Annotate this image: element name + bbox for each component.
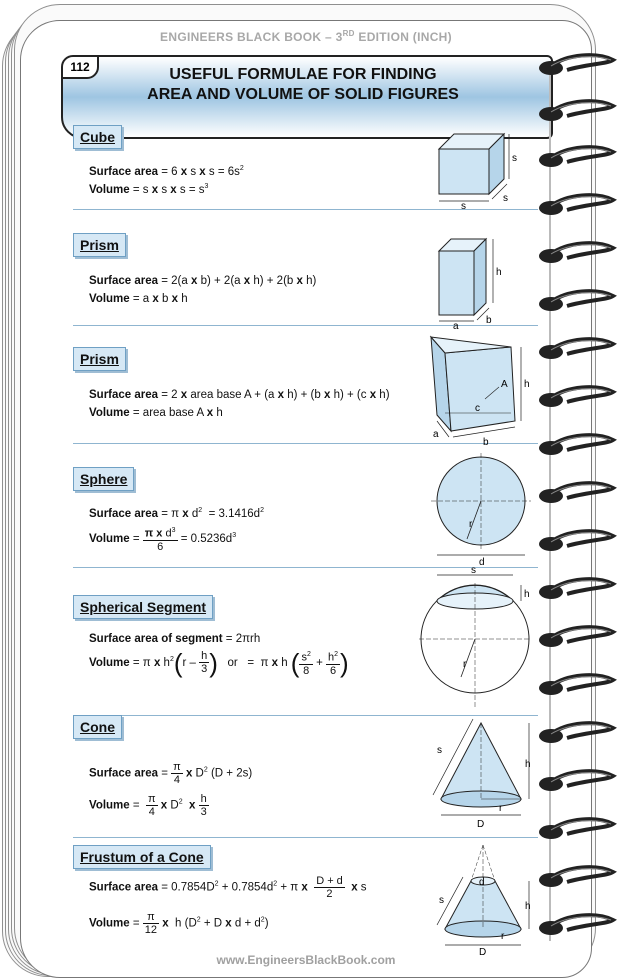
spiral-coil: [537, 526, 617, 556]
frustum-label-D: D: [479, 947, 487, 957]
formula-volume: Volume = area base A x h: [89, 407, 223, 419]
formula-surface-area: Surface area = $\frac{\pi}{4}$ x $D^2$ (D + 2s): [89, 761, 253, 786]
label-volume: Volume: [89, 183, 130, 196]
formula-surface-area: Surface area = 6 x s x $s = 6s^2$: [89, 165, 244, 178]
section-title: Cube: [73, 125, 122, 149]
cube-label-s-bottom: s: [461, 201, 466, 209]
cone-label-D: D: [477, 819, 485, 830]
spiral-coil: [537, 334, 617, 364]
spiral-coil: [537, 50, 617, 80]
label-surface-area: Surface area: [89, 507, 159, 520]
spiral-coil: [537, 766, 617, 796]
formula-surface-area: Surface area = $0.7854D^2 + 0.7854d^2 + \pi$ x $\frac{D + d}{2}$ x s: [89, 875, 367, 900]
spherical-segment-diagram: [419, 567, 539, 715]
running-head-sup: RD: [342, 29, 355, 38]
label-surface-area: Surface area: [89, 881, 159, 894]
cone-label-h: h: [525, 759, 531, 770]
cone-label-s: s: [437, 745, 442, 756]
section-prism-triangular: [73, 347, 538, 447]
formula-surface-area: Surface area of segment = 2πrh: [89, 633, 261, 645]
spiral-coil: [537, 862, 617, 892]
page-number: 112: [61, 55, 99, 79]
section-title: Sphere: [73, 467, 134, 491]
label-surface-area: Surface area: [89, 165, 159, 178]
label-volume: Volume: [89, 407, 130, 419]
prism2-label-b: b: [483, 437, 489, 447]
frustum-label-r: r: [501, 931, 505, 942]
spiral-coil: [537, 238, 617, 268]
segment-label-h: h: [524, 589, 530, 600]
formula-volume: Volume = $\frac{\pi}{4}$ x $D^2$ x $\frac{h}{3}$: [89, 793, 207, 818]
running-head-text: ENGINEERS BLACK BOOK – 3: [160, 30, 343, 44]
label-volume: Volume: [89, 293, 130, 305]
label-surface-area: Surface area: [89, 633, 159, 645]
cone-diagram: [425, 717, 535, 837]
footer-url: www.EngineersBlackBook.com: [216, 953, 396, 967]
spiral-coil: [537, 718, 617, 748]
sphere-label-d: d: [479, 557, 485, 568]
prism2-label-a: a: [433, 429, 439, 440]
formula-surface-area: Surface area = 2 x area base A + (a x h) + (b x h) + (c x h): [89, 389, 390, 401]
cube-diagram: [429, 129, 539, 209]
section-title: Cone: [73, 715, 122, 739]
cube-label-s-depth: s: [503, 193, 508, 204]
prism2-label-A: A: [501, 379, 508, 390]
label-surface-area: Surface area: [89, 389, 159, 401]
spiral-coil: [537, 622, 617, 652]
prism2-label-h: h: [524, 379, 530, 390]
formula-surface-area: Surface area = π x $d^2 = 3.1416d^2$: [89, 507, 264, 520]
spiral-coil: [537, 142, 617, 172]
cube-label-s: s: [512, 153, 517, 164]
section-cone: [73, 715, 538, 838]
section-title: Prism: [73, 347, 126, 371]
label-volume: Volume: [89, 917, 130, 930]
page-title: [73, 65, 533, 105]
sphere-label-r: r: [469, 519, 473, 530]
section-title: Prism: [73, 233, 126, 257]
spiral-coil: [537, 574, 617, 604]
spiral-coil: [537, 190, 617, 220]
section-cube: [73, 125, 538, 210]
label-surface-area: Surface area: [89, 767, 159, 780]
section-frustum: [73, 845, 538, 957]
section-sphere: [73, 467, 538, 568]
frustum-diagram: [425, 839, 535, 957]
spiral-coil: [537, 910, 617, 940]
section-spherical-segment: [73, 567, 538, 716]
running-head-tail: EDITION (INCH): [354, 30, 452, 44]
spiral-coil: [537, 478, 617, 508]
spiral-coil: [537, 430, 617, 460]
formula-volume: Volume = π x $h^2(r$ – $\frac{h}{3}$ ) or = π x h ( $\frac{s^2}{8}$ + $\frac{h^2}{6}$ ): [89, 647, 349, 678]
spiral-coil: [537, 286, 617, 316]
section-title: Spherical Segment: [73, 595, 213, 619]
spiral-coil: [537, 670, 617, 700]
label-volume: Volume: [89, 799, 130, 812]
title-line-2: AREA AND VOLUME OF SOLID FIGURES: [147, 86, 459, 103]
frustum-label-h: h: [525, 901, 531, 912]
spiral-coil: [537, 96, 617, 126]
section-prism-rect: [73, 233, 538, 329]
spiral-coil: [537, 382, 617, 412]
spiral-coil: [537, 814, 617, 844]
prism-label-b: b: [486, 315, 492, 326]
notebook-page: [20, 20, 592, 978]
formula-volume: Volume = $\frac{\pi}{12}$ x h ($D^2 + D$ x $d + d^2$): [89, 911, 269, 936]
or-text: or: [227, 656, 238, 669]
frustum-label-s: s: [439, 895, 444, 906]
prism-triangular-diagram: [425, 329, 535, 447]
running-head: [21, 29, 591, 44]
segment-label-s: s: [471, 567, 476, 576]
frustum-label-d: d: [479, 877, 485, 888]
formula-volume: Volume = $\frac{\pi x d^3}{6}$ = $0.5236d^3$: [89, 527, 237, 553]
sphere-diagram: [421, 451, 541, 569]
title-line-1: USEFUL FORMULAE FOR FINDING: [169, 66, 437, 83]
label-volume: Volume: [89, 532, 130, 545]
prism-label-h: h: [496, 267, 502, 278]
prism2-label-c: c: [475, 403, 480, 414]
formula-volume: Volume = s x s x $s = s^3$: [89, 183, 209, 196]
segment-label-r: r: [463, 659, 467, 670]
cone-label-r: r: [499, 803, 503, 814]
formula-surface-area: Surface area = 2(a x b) + 2(a x h) + 2(b x h): [89, 275, 317, 287]
label-surface-area: Surface area: [89, 275, 159, 287]
section-title: Frustum of a Cone: [73, 845, 211, 869]
label-volume: Volume: [89, 656, 130, 669]
prism-label-a: a: [453, 321, 459, 329]
formula-volume: Volume = a x b x h: [89, 293, 188, 305]
prism-rect-diagram: [429, 233, 539, 329]
